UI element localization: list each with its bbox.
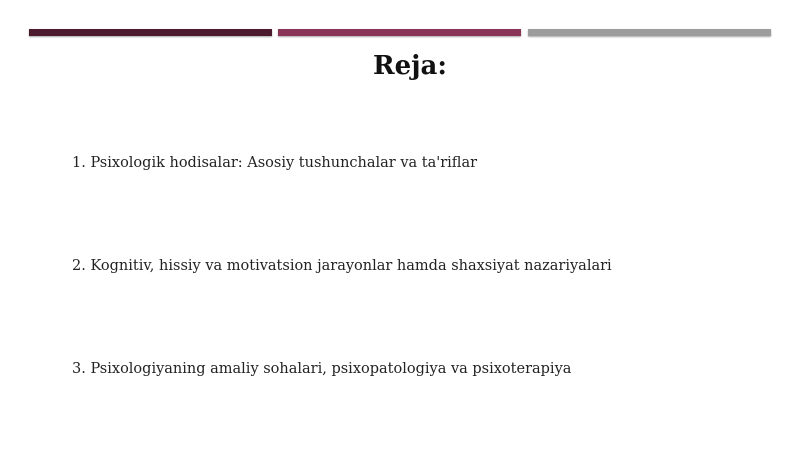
accent-bar-plum [278, 29, 521, 36]
plan-item: 1. Psixologik hodisalar: Asosiy tushunchalar va ta'riflar [72, 155, 478, 171]
header-accent-bars [29, 29, 771, 37]
accent-bar-gray [528, 29, 771, 36]
plan-item: 3. Psixologiyaning amaliy sohalari, psixopatologiya va psixoterapiya [72, 361, 572, 377]
slide-title: Reja: [372, 51, 447, 81]
plan-item: 2. Kognitiv, hissiy va motivatsion jarayonlar hamda shaxsiyat nazariyalari [72, 258, 612, 274]
accent-bar-dark [29, 29, 272, 36]
